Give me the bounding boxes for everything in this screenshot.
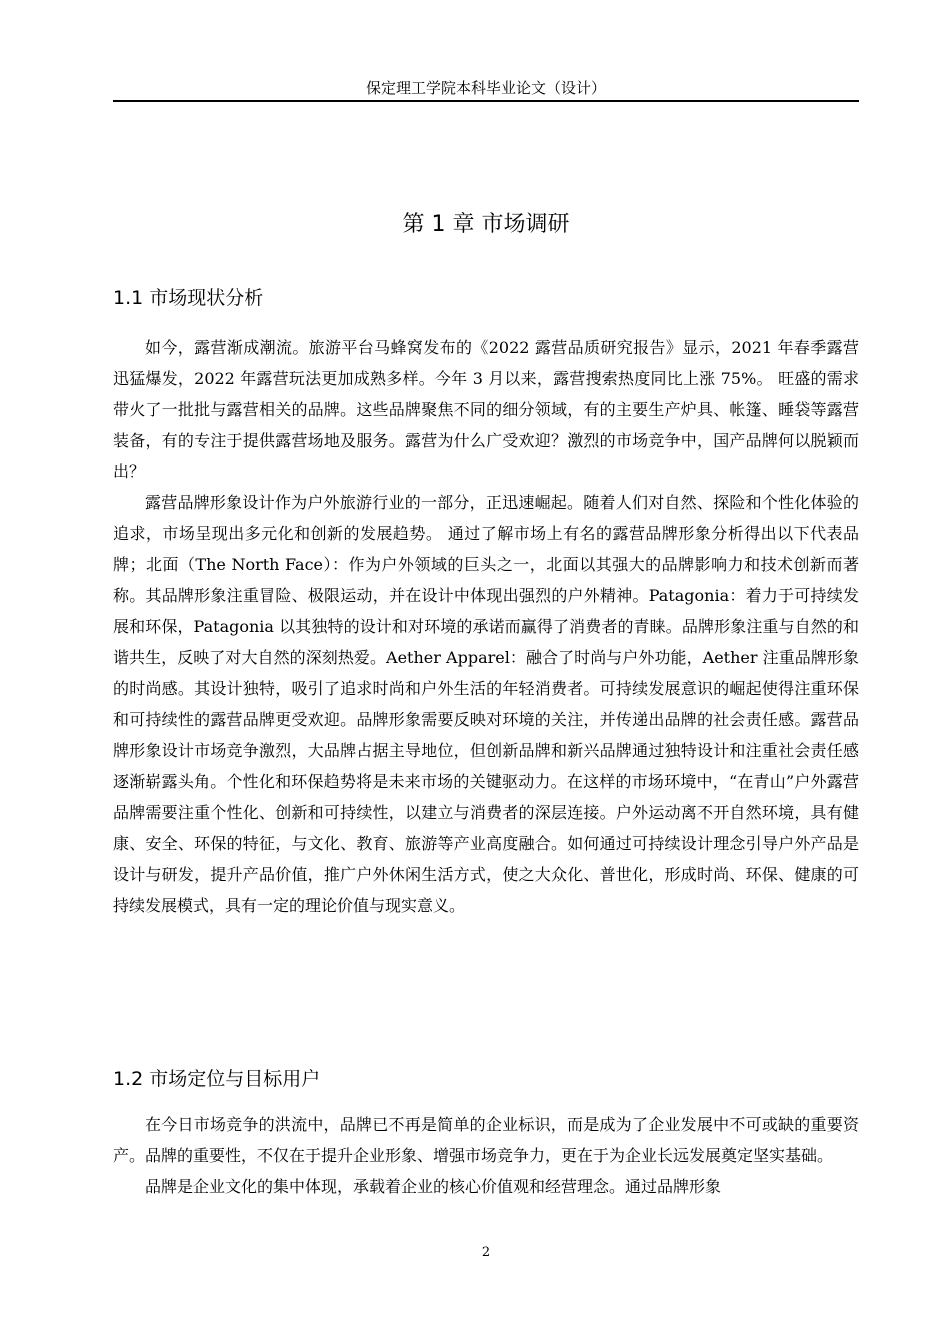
section-body-1-2 [113, 1109, 859, 1202]
page-number: 2 [481, 1245, 491, 1260]
section-title-1-1: 1.1 市场现状分析 [113, 287, 264, 309]
header-divider [113, 100, 859, 102]
paragraph: 如今，露营渐成潮流。旅游平台马蜂窝发布的《2022 露营品质研究报告》显示，2021 年春季露营迅猛爆发，2022 年露营玩法更加成熟多样。今年 3 月以来，露营搜索热度同比上涨 75%。 旺盛的需求带火了一批批与露营相关的品牌。这些品牌聚焦不同的细分领域，有的主要生产炉具、帐篷、睡袋等露营装备，有的专注于提供露营场地及服务。露营为什么广受欢迎？激烈的市场竞争中，国产品牌何以脱颖而出？ [113, 338, 859, 481]
paragraph: 品牌是企业文化的集中体现，承载着企业的核心价值观和经营理念。通过品牌形象 [145, 1177, 722, 1196]
page-header: 保定理工学院本科毕业论文（设计） [365, 79, 606, 97]
section-body-1-1 [113, 332, 859, 921]
section-title-1-2: 1.2 市场定位与目标用户 [113, 1068, 321, 1090]
paragraph: 露营品牌形象设计作为户外旅游行业的一部分，正迅速崛起。随着人们对自然、探险和个性化体验的追求，市场呈现出多元化和创新的发展趋势。 通过了解市场上有名的露营品牌形象分析得出以下代表品牌；北面（The North Face）：作为户外领域的巨头之一，北面以其强大的品牌影响力和技术创新而著称。其品牌形象注重冒险、极限运动，并在设计中体现出强烈的户外精神。Patagonia：着力于可持续发展和环保，Patagonia 以其独特的设计和对环境的承诺而赢得了消费者的青睐。品牌形象注重与自然的和谐共生，反映了对大自然的深刻热爱。Aether Apparel：融合了时尚与户外功能，Aether 注重品牌形象的时尚感。其设计独特，吸引了追求时尚和户外生活的年轻消费者。可持续发展意识的崛起使得注重环保和可持续性的露营品牌更受欢迎。品牌形象需要反映对环境的关注，并传递出品牌的社会责任感。露营品牌形象设计市场竞争激烈，大品牌占据主导地位，但创新品牌和新兴品牌通过独特设计和注重社会责任感逐渐崭露头角。个性化和环保趋势将是未来市场的关键驱动力。在这样的市场环境中，“在青山”户外露营品牌需要注重个性化、创新和可持续性，以建立与消费者的深层连接。户外运动离不开自然环境，具有健康、安全、环保的特征，与文化、教育、旅游等产业高度融合。如何通过可持续设计理念引导户外产品是设计与研发，提升产品价值，推广户外休闲生活方式，使之大众化、普世化，形成时尚、环保、健康的可持续发展模式，具有一定的理论价值与现实意义。 [113, 493, 859, 915]
chapter-title: 第 1 章 市场调研 [402, 212, 570, 237]
paragraph: 在今日市场竞争的洪流中，品牌已不再是简单的企业标识，而是成为了企业发展中不可或缺的重要资产。品牌的重要性，不仅在于提升企业形象、增强市场竞争力，更在于为企业长远发展奠定坚实基础。 [113, 1115, 859, 1165]
